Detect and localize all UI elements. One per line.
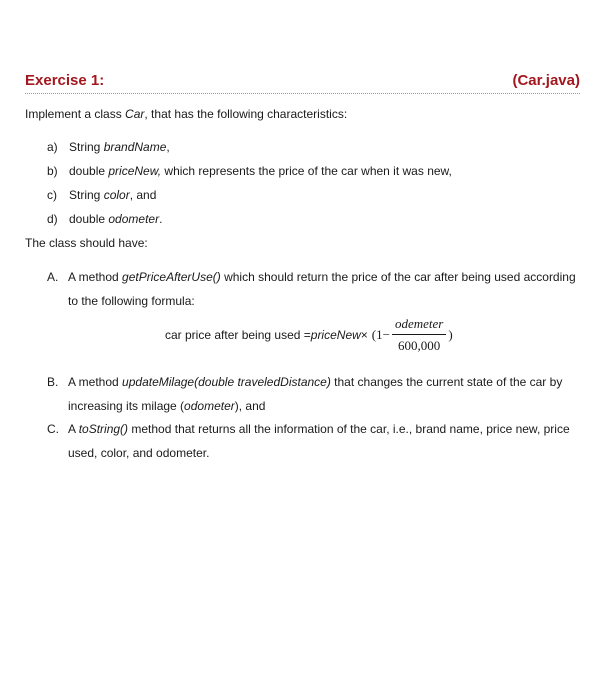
exercise-title: Exercise 1: [25, 72, 105, 89]
requirement-item: B. A method updateMilage(double traveledDistance) that changes the current state of the car by increasing its milage (odometer), and [47, 375, 563, 413]
attribute-item: d) double odometer. [47, 212, 163, 226]
method-name: toString() [78, 422, 129, 436]
intro-paragraph: Implement a class Car, that has the following characteristics: [25, 107, 348, 121]
formula-fraction: $\frac{\text{odemeter}}{600,000}$ [392, 316, 446, 354]
attribute-item: a) String brandName, [47, 140, 170, 154]
exercise-header [25, 72, 580, 89]
header-divider [25, 93, 580, 94]
price-formula: car price after being used = priceNew × (1− $\frac{\text{odemeter}}{600,000}$ ) [165, 316, 453, 353]
requirement-item: C. A toString() method that returns all the information of the car, i.e., brand name, price new, price used, color, and odometer. [47, 422, 570, 460]
class-name: Car [125, 107, 145, 121]
method-name: getPriceAfterUse() [122, 270, 221, 284]
requirements-heading: The class should have: [25, 236, 148, 250]
attribute-item: b) double priceNew, which represents the price of the car when it was new, [47, 164, 452, 178]
attribute-item: c) String color, and [47, 188, 157, 202]
exercise-filename: (Car.java) [512, 72, 580, 89]
requirement-item: A. A method getPriceAfterUse() which should return the price of the car after being used according to the following formula: [47, 270, 576, 308]
method-name: updateMilage(double traveledDistance) [122, 375, 331, 389]
